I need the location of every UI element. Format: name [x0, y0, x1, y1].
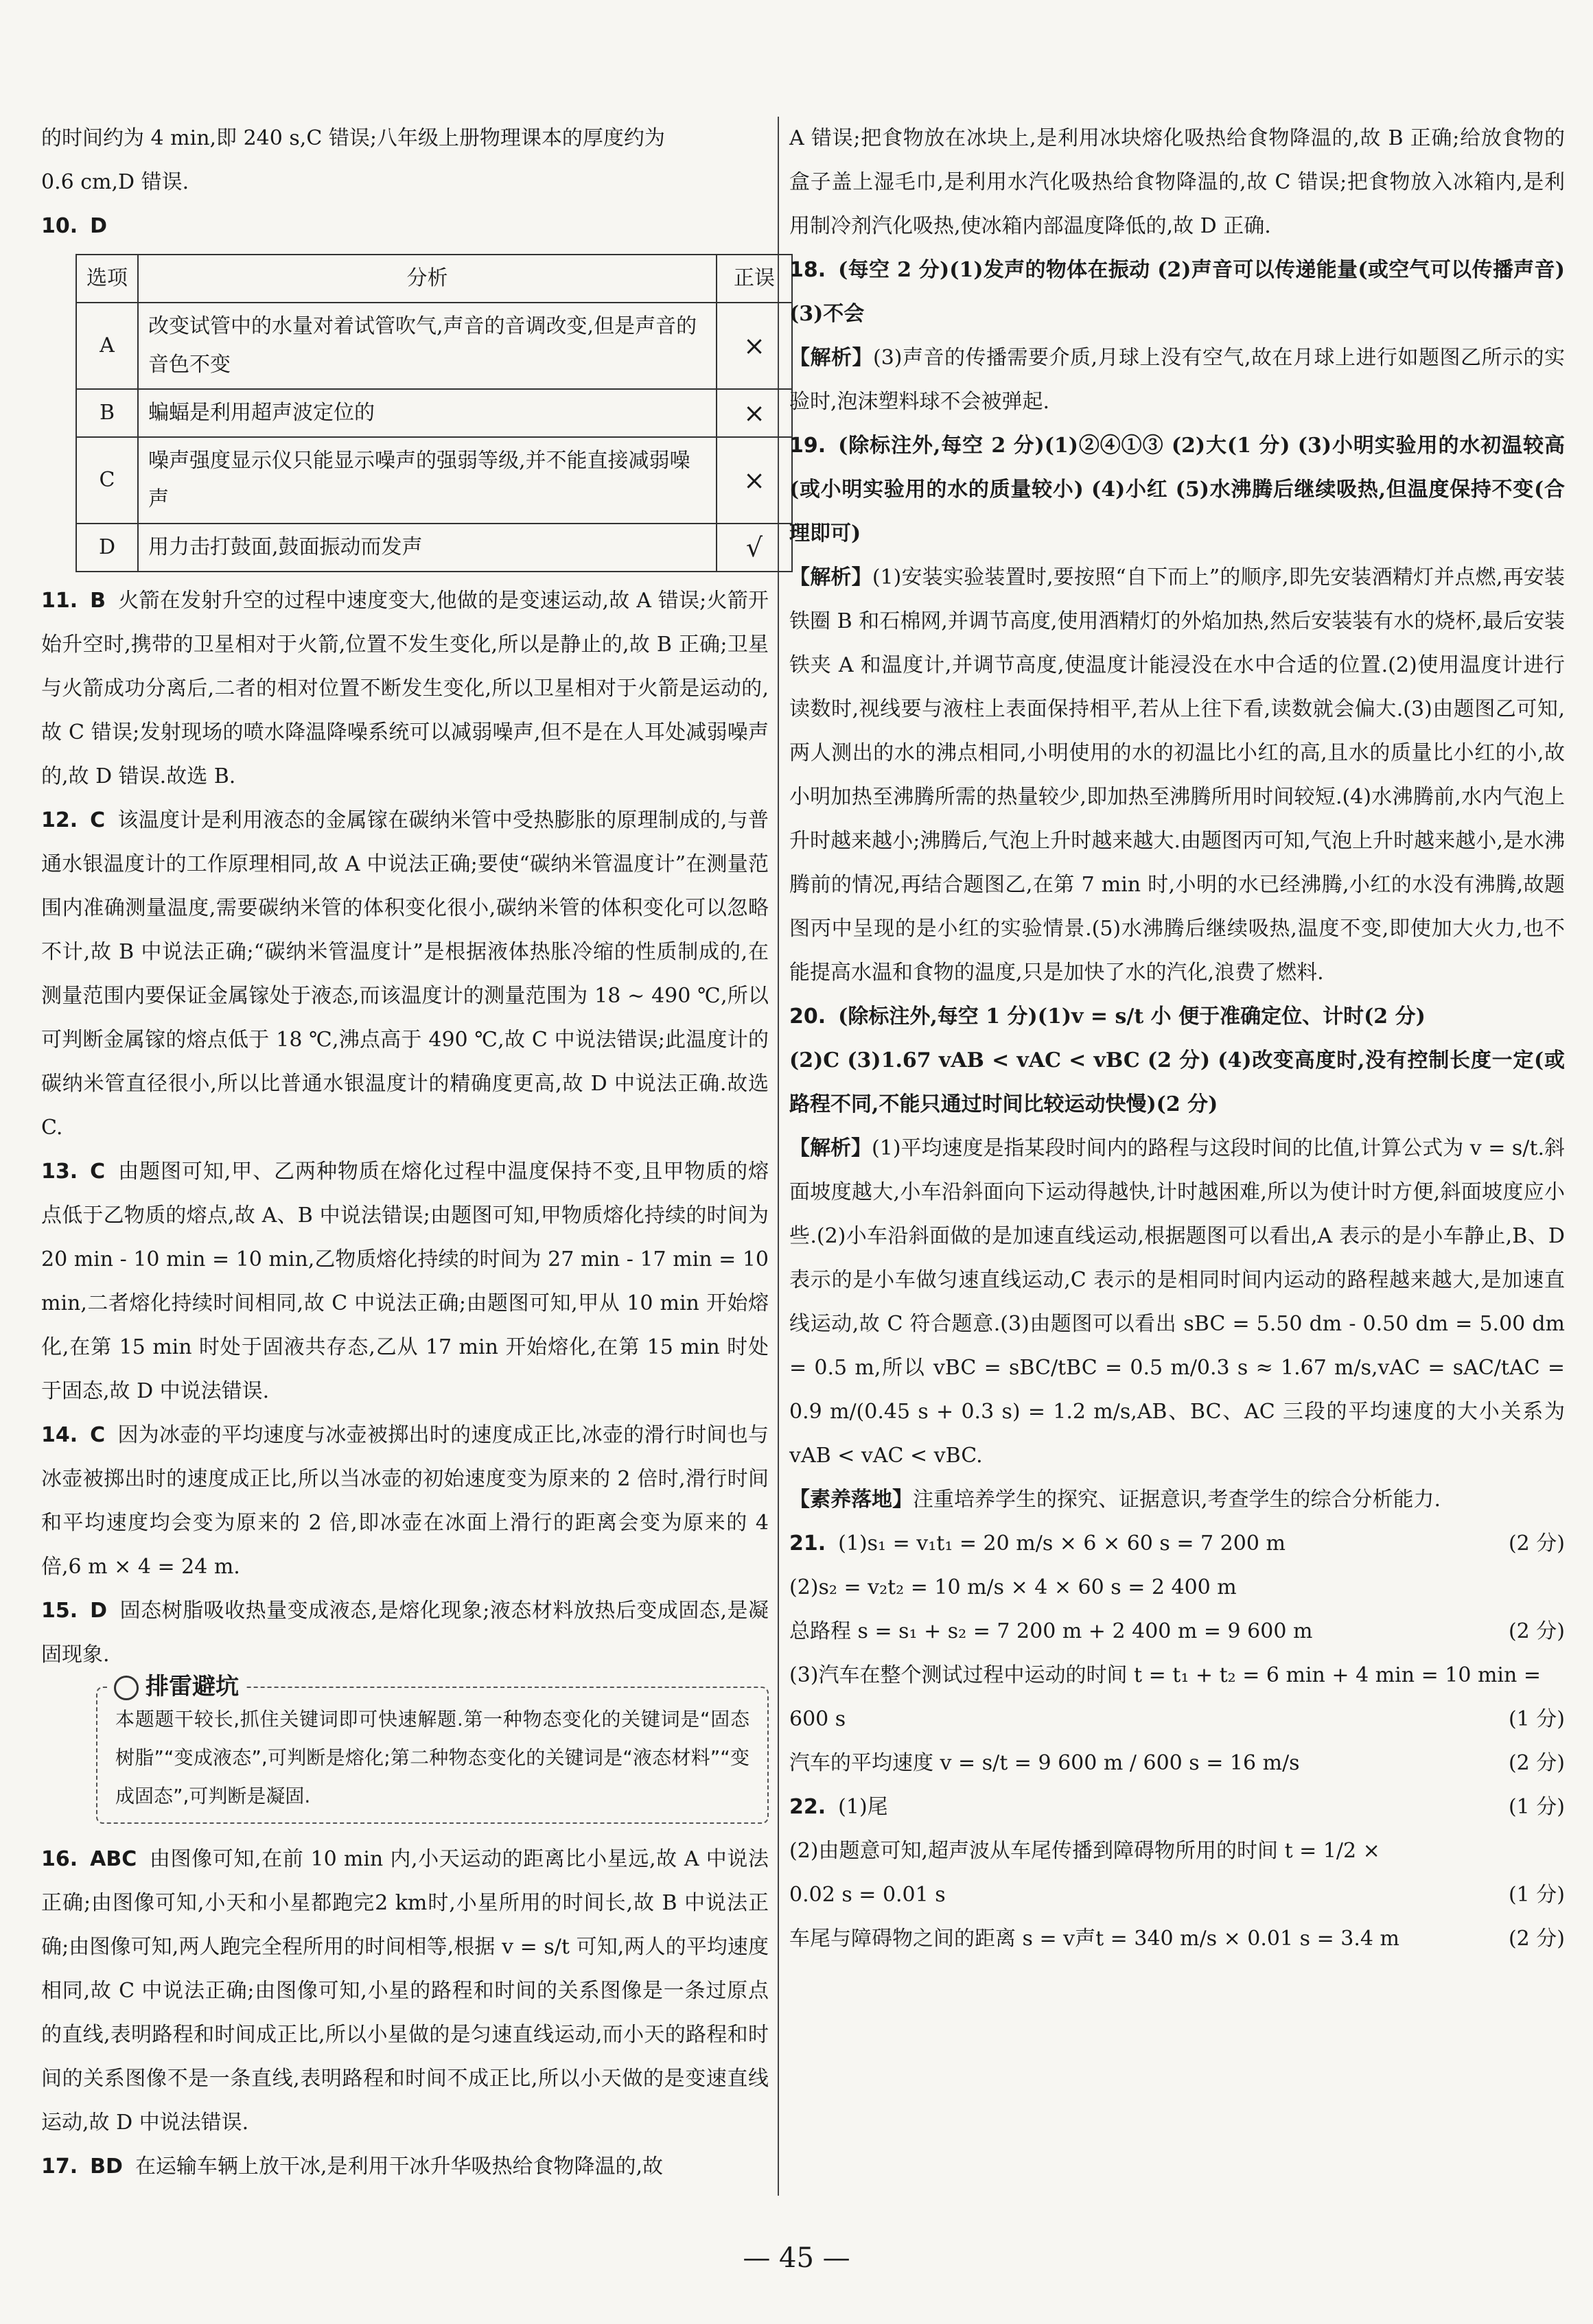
- q11-answer: B: [90, 589, 106, 613]
- q21-line-text: 总路程 s = s₁ + s₂ = 7 200 m + 2 400 m = 9 600 m: [789, 1619, 1313, 1643]
- intro-line-1: 的时间约为 4 min,即 240 s,C 错误;八年级上册物理课本的厚度约为: [41, 126, 665, 150]
- th-analysis: 分析: [138, 255, 717, 303]
- q15: [41, 1589, 769, 1677]
- q19-analysis: [789, 556, 1565, 995]
- tip-text: 本题题干较长,抓住关键词即可快速解题.第一种物态变化的关键词是“固态树脂”“变成液态”,可判断是熔化;第二种物态变化的关键词是“液态材料”“变成固态”,可判断是凝固.: [115, 1708, 749, 1807]
- literacy-tag: 【素养落地】: [789, 1488, 913, 1512]
- q18-num: 18.: [789, 258, 826, 282]
- q21-num: 21.: [789, 1531, 826, 1556]
- row-text: 用力击打鼓面,鼓面振动而发声: [138, 524, 717, 572]
- q22-line-text: (2)由题意可知,超声波从车尾传播到障碍物所用的时间 t = 1/2 ×: [789, 1839, 1380, 1863]
- row-mark: √: [717, 524, 792, 572]
- row-text: 蝙蝠是利用超声波定位的: [138, 389, 717, 437]
- row-option: D: [76, 524, 138, 572]
- q10-num: 10.: [41, 214, 78, 238]
- q14: [41, 1413, 769, 1589]
- q22-score: (1 分): [1508, 1795, 1565, 1819]
- page-number: — 45 —: [743, 2242, 850, 2274]
- q10-table: [75, 254, 793, 572]
- row-option: C: [76, 437, 138, 524]
- tip-title: [107, 1667, 246, 1701]
- row-mark: ×: [717, 303, 792, 389]
- left-column: [41, 117, 775, 2189]
- q22-line-text: (1)尾: [838, 1795, 888, 1819]
- q17-num: 17.: [41, 2155, 78, 2179]
- q20-num: 20.: [789, 1005, 826, 1029]
- q15-num: 15.: [41, 1599, 78, 1623]
- table-row: [76, 437, 792, 524]
- q15-text: 固态树脂吸收热量变成液态,是熔化现象;液态材料放热后变成固态,是凝固现象.: [41, 1599, 769, 1667]
- q21-line-text: (3)汽车在整个测试过程中运动的时间 t = t₁ + t₂ = 6 min + 4 min = 10 min =: [789, 1663, 1542, 1687]
- q14-num: 14.: [41, 1423, 78, 1447]
- th-option: 选项: [76, 255, 138, 303]
- q16-answer: ABC: [90, 1847, 137, 1871]
- q17-continued: A 错误;把食物放在冰块上,是利用冰块熔化吸热给食物降温的,故 B 正确;给放食物的盒子盖上湿毛巾,是利用水汽化吸热给食物降温的,故 C 错误;把食物放入冰箱内,是利用制冷剂汽化吸热,使冰箱内部温度降低的,故 D 正确.: [789, 126, 1565, 238]
- q22-line: [789, 1829, 1565, 1873]
- q20-literacy-text: 注重培养学生的探究、证据意识,考查学生的综合分析能力.: [913, 1488, 1441, 1512]
- q17-text: 在运输车辆上放干冰,是利用干冰升华吸热给食物降温的,故: [135, 2155, 664, 2179]
- q14-answer: C: [90, 1423, 106, 1447]
- q18-analysis: [789, 336, 1565, 424]
- q22-score: (1 分): [1508, 1883, 1565, 1907]
- q16-text: 由图像可知,在前 10 min 内,小天运动的距离比小星远,故 A 中说法正确;由图像可知,小天和小星都跑完2 km时,小星所用的时间长,故 B 中说法正确;由图像可知,两人跑完全程所用的时间相等,根据 v = s/t 可知,两人的平均速度相同,故 C 中说法正确;由图像可知,小星的路程和时间的关系图像是一条过原点的直线,表明路程和时间成正比,所以小星做的是匀速直线运动,而小天的路程和时间的关系图像不是一条直线,表明路程和时间不成正比,所以小天做的是变速直线运动,故 D 中说法错误.: [41, 1847, 769, 2135]
- q17: [41, 2145, 769, 2189]
- q13: [41, 1150, 769, 1413]
- q21-line: [789, 1566, 1565, 1610]
- q13-answer: C: [90, 1160, 106, 1184]
- q20-answers-2: (2)C (3)1.67 vAB < vAC < vBC (2 分) (4)改变高度时,没有控制长度一定(或路程不同,不能只通过时间比较运动快慢)(2 分): [789, 1048, 1565, 1116]
- q21-line: [789, 1741, 1565, 1785]
- q17-answer: BD: [90, 2155, 123, 2179]
- q14-text: 因为冰壶的平均速度与冰壶被掷出时的速度成正比,冰壶的滑行时间也与冰壶被掷出时的速度成正比,所以当冰壶的初始速度变为原来的 2 倍时,滑行时间和平均速度均会变为原来的 2 倍,即冰壶在冰面上滑行的距离会变为原来的 4 倍,6 m × 4 = 24 m.: [41, 1423, 769, 1579]
- q22: [789, 1785, 1565, 1961]
- q20-analysis-text: (1)平均速度是指某段时间内的路程与这段时间的比值,计算公式为 v = s/t.斜面坡度越大,小车沿斜面向下运动得越快,计时越困难,所以为使计时方便,斜面坡度应小些.(2)小车沿斜面做的是加速直线运动,根据题图可以看出,A 表示的是小车静止,B、D 表示的是小车做匀速直线运动,C 表示的是相同时间内运动的路程越来越大,是加速直线运动,故 C 符合题意.(3)由题图可以看出 sBC = 5.50 dm - 0.50 dm = 5.00 dm = 0.5 m,所以 vBC = sBC/tBC = 0.5 m/0.3 s ≈ 1.67 m/s,vAC = sAC/tAC = 0.9 m/(0.45 s + 0.3 s) = 1.2 m/s,AB、BC、AC 三段的平均速度的大小关系为 vAB < vAC < vBC.: [789, 1136, 1566, 1468]
- q11: [41, 579, 769, 799]
- q21-line-text: (1)s₁ = v₁t₁ = 20 m/s × 6 × 60 s = 7 200 m: [838, 1531, 1286, 1556]
- q21-score: (2 分): [1508, 1751, 1565, 1775]
- q11-num: 11.: [41, 589, 78, 613]
- q15-answer: D: [90, 1599, 108, 1623]
- q22-line-text: 0.02 s = 0.01 s: [789, 1883, 946, 1907]
- q21-score: (1 分): [1508, 1707, 1565, 1731]
- row-mark: ×: [717, 437, 792, 524]
- q20-analysis: [789, 1127, 1565, 1478]
- analysis-tag: 【解析】: [789, 565, 872, 589]
- q21: [789, 1522, 1565, 1785]
- q13-text: 由题图可知,甲、乙两种物质在熔化过程中温度保持不变,且甲物质的熔点低于乙物质的熔点,故 A、B 中说法错误;由题图可知,甲物质熔化持续的时间为 20 min - 10 min = 10 min,乙物质熔化持续的时间为 27 min - 17 min = 10 min,二者熔化持续时间相同,故 C 中说法正确;由题图可知,甲从 10 min 开始熔化,在第 15 min 时处于固液共存态,乙从 17 min 开始熔化,在第 15 min 时处于固态,故 D 中说法错误.: [41, 1160, 769, 1403]
- q18-answers: (每空 2 分)(1)发声的物体在振动 (2)声音可以传递能量(或空气可以传播声音) (3)不会: [789, 258, 1565, 326]
- q21-line: [789, 1610, 1565, 1654]
- row-text: 改变试管中的水量对着试管吹气,声音的音调改变,但是声音的音色不变: [138, 303, 717, 389]
- q19-answers: (除标注外,每空 2 分)(1)②④①③ (2)大(1 分) (3)小明实验用的水初温较高(或小明实验用的水的质量较小) (4)小红 (5)水沸腾后继续吸热,但温度保持不变(合理即可): [789, 434, 1565, 545]
- q18: [789, 248, 1565, 336]
- q22-line: [789, 1873, 1565, 1917]
- q11-text: 火箭在发射升空的过程中速度变大,他做的是变速运动,故 A 错误;火箭开始升空时,携带的卫星相对于火箭,位置不发生变化,所以是静止的,故 B 正确;卫星与火箭成功分离后,二者的相对位置不断发生变化,所以卫星相对于火箭是运动的,故 C 错误;发射现场的喷水降温降噪系统可以减弱噪声,但不是在人耳处减弱噪声的,故 D 错误.故选 B.: [41, 589, 769, 788]
- q10-answer: D: [90, 214, 108, 238]
- q19-num: 19.: [789, 434, 826, 458]
- q22-line-text: 车尾与障碍物之间的距离 s = v声t = 340 m/s × 0.01 s = 3.4 m: [789, 1927, 1399, 1951]
- q12-answer: C: [90, 808, 106, 832]
- row-text: 噪声强度显示仪只能显示噪声的强弱等级,并不能直接减弱噪声: [138, 437, 717, 524]
- q21-line: [789, 1654, 1565, 1698]
- lightbulb-icon: [114, 1676, 139, 1700]
- q20-answers: (除标注外,每空 1 分)(1)v = s/t 小 便于准确定位、计时(2 分): [838, 1005, 1426, 1029]
- q21-line-text: 汽车的平均速度 v = s/t = 9 600 m / 600 s = 16 m/s: [789, 1751, 1300, 1775]
- q10: [41, 204, 769, 248]
- q22-line: [789, 1785, 1565, 1829]
- q16: [41, 1838, 769, 2145]
- q19: [789, 424, 1565, 556]
- table-header: [76, 255, 792, 303]
- th-correct: 正误: [717, 255, 792, 303]
- analysis-tag: 【解析】: [789, 346, 873, 370]
- intro-line-2: 0.6 cm,D 错误.: [41, 170, 189, 194]
- q20: [789, 995, 1565, 1039]
- q12-num: 12.: [41, 808, 78, 832]
- q22-score: (2 分): [1508, 1927, 1565, 1951]
- analysis-tag: 【解析】: [789, 1136, 872, 1160]
- table-row: [76, 389, 792, 437]
- row-option: B: [76, 389, 138, 437]
- q21-line-text: 600 s: [789, 1707, 846, 1731]
- q21-line-text: (2)s₂ = v₂t₂ = 10 m/s × 4 × 60 s = 2 400 m: [789, 1575, 1237, 1599]
- q18-analysis-text: (3)声音的传播需要介质,月球上没有空气,故在月球上进行如题图乙所示的实验时,泡沫塑料球不会被弹起.: [789, 346, 1565, 414]
- q21-score: (2 分): [1508, 1531, 1565, 1556]
- q20-literacy: [789, 1478, 1565, 1522]
- table-row: [76, 524, 792, 572]
- q22-line: [789, 1917, 1565, 1961]
- q22-num: 22.: [789, 1795, 826, 1819]
- tip-box: [96, 1673, 769, 1824]
- table-row: [76, 303, 792, 389]
- tip-title-text: 排雷避坑: [146, 1673, 239, 1700]
- q21-line: [789, 1522, 1565, 1566]
- q12-text: 该温度计是利用液态的金属镓在碳纳米管中受热膨胀的原理制成的,与普通水银温度计的工作原理相同,故 A 中说法正确;要使“碳纳米管温度计”在测量范围内准确测量温度,需要碳纳米管的体积变化很小,碳纳米管的体积变化可以忽略不计,故 B 中说法正确;“碳纳米管温度计”是根据液体热胀冷缩的性质制成的,在测量范围内要保证金属镓处于液态,而该温度计的测量范围为 18 ~ 490 ℃,所以可判断金属镓的熔点低于 18 ℃,沸点高于 490 ℃,故 C 中说法错误;此温度计的碳纳米管直径很小,所以比普通水银温度计的精确度更高,故 D 中说法正确.故选 C.: [41, 808, 769, 1140]
- q21-line: [789, 1698, 1565, 1741]
- row-mark: ×: [717, 389, 792, 437]
- q13-num: 13.: [41, 1160, 78, 1184]
- right-column: [789, 117, 1565, 1961]
- q19-analysis-text: (1)安装实验装置时,要按照“自下而上”的顺序,即先安装酒精灯并点燃,再安装铁圈 B 和石棉网,并调节高度,使用酒精灯的外焰加热,然后安装装有水的烧杯,最后安装铁夹 A 和温度计,并调节高度,使温度计能浸没在水中合适的位置.(2)使用温度计进行读数时,视线要与液柱上表面保持相平,若从上往下看,读数就会偏大.(3)由题图乙可知,两人测出的水的沸点相同,小明使用的水的初温比小红的高,且水的质量比小红的小,故小明加热至沸腾所需的热量较少,即加热至沸腾所用时间较短.(4)水沸腾前,水内气泡上升时越来越小;沸腾后,气泡上升时越来越大.由题图丙可知,气泡上升时越来越小,是水沸腾前的情况,再结合题图乙,在第 7 min 时,小明的水已经沸腾,小红的水没有沸腾,故题图丙中呈现的是小红的实验情景.(5)水沸腾后继续吸热,温度不变,即使加大火力,也不能提高水温和食物的温度,只是加快了水的汽化,浪费了燃料.: [789, 565, 1565, 985]
- q12: [41, 799, 769, 1150]
- q21-score: (2 分): [1508, 1619, 1565, 1643]
- row-option: A: [76, 303, 138, 389]
- q16-num: 16.: [41, 1847, 78, 1871]
